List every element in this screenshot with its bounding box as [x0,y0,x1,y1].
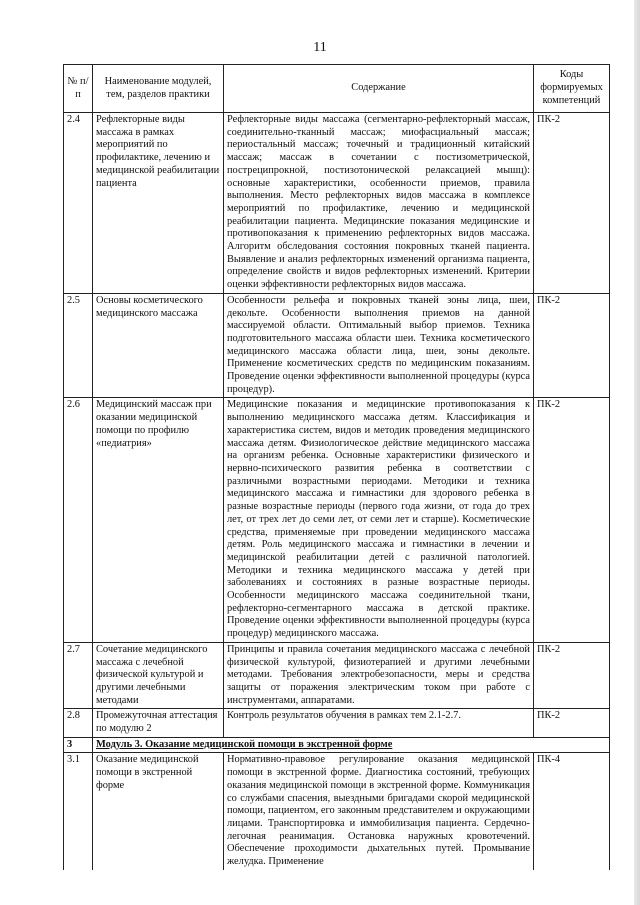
row-content: Нормативно-правовое регулирование оказания медицинской помощи в экстренной форме. Диагностика состояний, требующих оказания медицинской помощи в экстренной форме. Коммуникация со службами спасения, выездными бригадами скорой медицинской помощи, пациентом, его законным представителем и окружающими лицами. Транспортировка и иммобилизация пациента. Сердечно-легочная реанимация. Остановка наружных кровотечений. Обеспечение проходимости дыхательных путей. Промывание желудка. Применение [224,753,534,870]
header-num: № п/п [64,65,93,113]
row-name: Оказание медицинской помощи в экстренной форме [93,753,224,870]
row-content: Принципы и правила сочетания медицинского массажа с лечебной физической культурой, физиотерапией и другими лечебными методами. Требования электробезопасности, меры и средства защиты от поражения электрическим током при работе с инструментами, аппаратами. [224,642,534,709]
row-num: 2.6 [64,398,93,642]
table-row [64,398,610,642]
row-name: Сочетание медицинского массажа с лечебной физической культурой и другими лечебными методами [93,642,224,709]
row-name: Рефлекторные виды массажа в рамках мероприятий по профилактике, лечению и медицинской реабилитации пациента [93,113,224,294]
module-header-row [64,737,610,753]
row-content: Особенности рельефа и покровных тканей зоны лица, шеи, декольте. Особенности выполнения приемов на данной массируемой области. Оптимальный выбор приемов. Техника подготовительного массажа области шеи. Техника косметического медицинского массажа области лица, шеи, зоны декольте. Применение косметических средств по медицинским показаниям. Проведение оценки эффективности выполненной процедуры (курса процедур). [224,293,534,398]
row-codes: ПК-2 [534,293,610,398]
header-codes: Коды формируемых компетенций [534,65,610,113]
module-num: 3 [64,737,93,753]
row-num: 2.5 [64,293,93,398]
row-codes: ПК-2 [534,113,610,294]
table-row [64,113,610,294]
row-content: Контроль результатов обучения в рамках тем 2.1-2.7. [224,709,534,737]
table-row [64,753,610,870]
table-row [64,293,610,398]
table-header-row [64,65,610,113]
row-codes: ПК-4 [534,753,610,870]
row-codes: ПК-2 [534,398,610,642]
curriculum-table [63,64,610,870]
row-codes: ПК-2 [534,642,610,709]
header-content: Содержание [224,65,534,113]
row-name: Промежуточная аттестация по модулю 2 [93,709,224,737]
row-content: Рефлекторные виды массажа (сегментарно-рефлекторный массаж, соединительно-тканный массаж; миофасциальный массаж; периостальный массаж; точечный и традиционный китайский массаж; массаж в сочетании с постизометрической, постреципрокной, постизотонической релаксацией мышц): основные характеристики, особенности приемов, правила выполнения. Место рефлекторных видов массажа в комплексе мероприятий по профилактике, лечению и медицинской реабилитации пациента. Медицинские показания медицинские и противопоказания к применению рефлекторных видов массажа. Алгоритм обследования состояния покровных тканей пациента. Выявление и анализ рефлекторных изменений организма пациента, определение свойств и видов рефлекторных изменений. Критерии оценки эффективности рефлекторных видов массажа. [224,113,534,294]
table-row [64,642,610,709]
row-codes: ПК-2 [534,709,610,737]
table-row [64,709,610,737]
header-name: Наименование модулей, тем, разделов практики [93,65,224,113]
row-num: 3.1 [64,753,93,870]
page-number: 11 [313,40,327,55]
module-title: Модуль 3. Оказание медицинской помощи в экстренной форме [93,737,610,753]
row-content: Медицинские показания и медицинские противопоказания к выполнению медицинского массажа детям. Классификация и характеристика систем, видов и методик проведения медицинского массажа детям. Физиологическое действие медицинского массажа на организм ребенка. Основные характеристики физического и нервно-психического развития ребенка в соответствии с различными возрастными периодами. Методики и техника медицинского массажа и гимнастики для здорового ребенка в разные возрастные периоды (первого года жизни, от года до трех лет, от трех лет до семи лет, от семи лет и старше). Косметические средства, применяемые при проведении медицинского массажа детям. Роль медицинского массажа и гимнастики в лечении и медицинской реабилитации детей с различной патологией. Методики и техника медицинского массажа у детей при заболеваниях и состояниях в разные возрастные периоды. Особенности медицинского массажа соединительной ткани, рефлекторно-сегментарного массажа в детской практике. Проведение оценки эффективности выполненной процедуры (курса процедур) медицинского массажа. [224,398,534,642]
row-num: 2.4 [64,113,93,294]
row-name: Основы косметического медицинского массажа [93,293,224,398]
scan-edge-shadow [634,0,640,905]
row-num: 2.8 [64,709,93,737]
row-name: Медицинский массаж при оказании медицинской помощи по профилю «педиатрия» [93,398,224,642]
row-num: 2.7 [64,642,93,709]
